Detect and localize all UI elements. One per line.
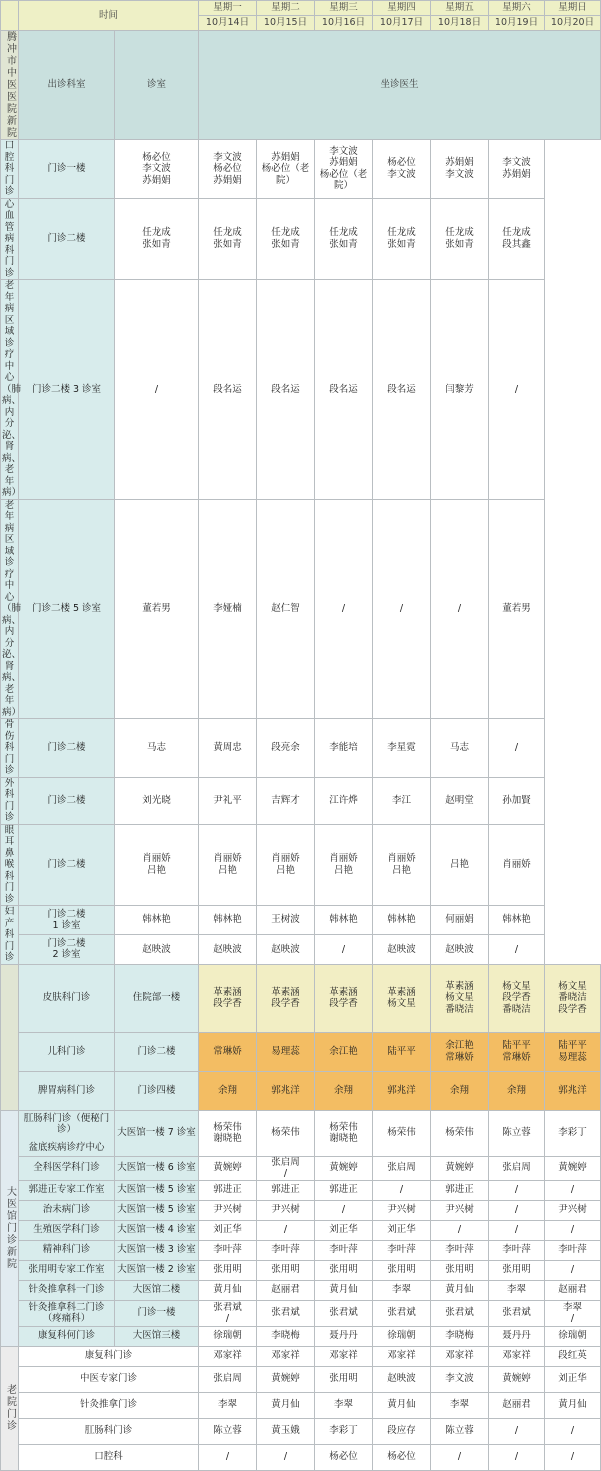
table-row <box>1 824 601 906</box>
doctor-cell: 赵明堂 <box>431 777 489 824</box>
doctor-cell: / <box>257 1220 315 1240</box>
doctor-cell: 尹兴树 <box>199 1200 257 1220</box>
doctor-cell: 张用明 <box>315 1366 373 1392</box>
day-name: 星期五 <box>431 1 489 16</box>
doctor-cell: 郭进正 <box>315 1180 373 1200</box>
doctor-cell: / <box>431 1220 489 1240</box>
doctor-cell: 郭进正 <box>257 1180 315 1200</box>
doctor-cell: / <box>373 499 431 719</box>
doctor-cell: 赵映波 <box>373 1366 431 1392</box>
doctor-cell: 徐瑞朝 <box>545 1326 601 1346</box>
dept-cell: 口腔科 <box>19 1444 199 1470</box>
doctor-cell: 邓家祥 <box>431 1346 489 1366</box>
table-row <box>1 1366 601 1392</box>
doctor-cell: 张君斌 <box>489 1300 545 1326</box>
doctor-cell: 董若男 <box>489 499 545 719</box>
doctor-cell: 黄月仙 <box>545 1392 601 1418</box>
doctor-cell: 段亮余 <box>257 719 315 778</box>
doctor-cell: 李彩丁 <box>315 1418 373 1444</box>
dept-cell: 针灸推拿门诊 <box>19 1392 199 1418</box>
room-cell: 门诊二楼 <box>19 198 115 280</box>
doctor-cell: 任龙成 张如青 <box>257 198 315 280</box>
doctor-cell: 郭兆洋 <box>373 1071 431 1110</box>
doctor-column-header: 坐诊医生 <box>199 31 601 140</box>
doctor-cell: 刘正华 <box>545 1366 601 1392</box>
doctor-cell: 段名运 <box>373 280 431 500</box>
doctor-cell: 吕艳 <box>431 824 489 906</box>
dept-name: 盆底疾病诊疗中心 <box>28 1141 105 1153</box>
room-cell: 门诊二楼 1 诊室 <box>19 906 115 935</box>
doctor-cell: / <box>115 280 199 500</box>
doctor-cell: 李娅楠 <box>199 499 257 719</box>
day-name: 星期六 <box>489 1 545 16</box>
room-cell: 大医馆一楼 2 诊室 <box>115 1260 199 1280</box>
doctor-cell: 张启周 <box>373 1156 431 1180</box>
doctor-cell: 李叶萍 <box>199 1240 257 1260</box>
doctor-cell: 革素涵 段学香 <box>257 964 315 1032</box>
doctor-cell: 郭兆洋 <box>545 1071 601 1110</box>
doctor-cell: 江许烨 <box>315 777 373 824</box>
day-name: 星期一 <box>199 1 257 16</box>
doctor-cell: 张用明 <box>199 1260 257 1280</box>
table-row <box>1 1032 601 1071</box>
table-row <box>1 280 601 500</box>
table-row <box>1 777 601 824</box>
doctor-cell: 李翠 <box>431 1392 489 1418</box>
doctor-cell: 赵丽君 <box>489 1392 545 1418</box>
doctor-cell: 聂丹丹 <box>315 1326 373 1346</box>
doctor-cell: 余江艳 常琳娇 <box>431 1032 489 1071</box>
table-row <box>1 719 601 778</box>
table-row <box>1 906 601 935</box>
doctor-cell: 段红英 <box>545 1346 601 1366</box>
doctor-cell: / <box>489 280 545 500</box>
doctor-cell: 任龙成 张如青 <box>431 198 489 280</box>
doctor-cell: 黄月仙 <box>431 1280 489 1300</box>
doctor-cell: 杨必位 李文波 <box>373 140 431 199</box>
doctor-cell: 段名运 <box>199 280 257 500</box>
doctor-cell: 赵映波 <box>373 935 431 964</box>
doctor-cell: / <box>199 1444 257 1470</box>
doctor-cell: 尹兴树 <box>373 1200 431 1220</box>
doctor-cell: 闫黎芳 <box>431 280 489 500</box>
table-row <box>1 1240 601 1260</box>
doctor-cell: 余翔 <box>315 1071 373 1110</box>
day-name: 星期四 <box>373 1 431 16</box>
doctor-cell: 张君斌 / <box>199 1300 257 1326</box>
doctor-cell: 李翠 <box>373 1280 431 1300</box>
doctor-cell: / <box>257 1444 315 1470</box>
doctor-cell: 张用明 <box>373 1260 431 1280</box>
doctor-cell: 李晓梅 <box>257 1326 315 1346</box>
doctor-cell: 李晓梅 <box>431 1326 489 1346</box>
room-cell: 门诊二楼 <box>19 777 115 824</box>
doctor-cell: 李翠 <box>489 1280 545 1300</box>
doctor-cell: 邓家祥 <box>489 1346 545 1366</box>
dept-cell: 老年病区域诊疗中心（肺病、内分泌、肾病、老年病） <box>2 280 22 498</box>
doctor-cell: 马志 <box>115 719 199 778</box>
doctor-cell: 黄月仙 <box>373 1392 431 1418</box>
doctor-cell: / <box>489 1180 545 1200</box>
dept-cell: 老年病区域诊疗中心（肺病、内分泌、肾病、老年病） <box>2 499 22 718</box>
doctor-cell: 李文波 杨必位 苏娟娟 <box>199 140 257 199</box>
table-row <box>1 1180 601 1200</box>
doctor-cell: 杨文星 番晓洁 段学香 <box>545 964 601 1032</box>
doctor-cell: / <box>315 1200 373 1220</box>
doctor-cell: 杨必位 <box>373 1444 431 1470</box>
table-row <box>1 1220 601 1240</box>
dept-cell: 中医专家门诊 <box>19 1366 199 1392</box>
dept-cell: 口腔科门诊 <box>1 140 19 199</box>
doctor-cell: 李叶萍 <box>373 1240 431 1260</box>
dept-cell: 皮肤科门诊 <box>19 964 115 1032</box>
doctor-cell: 黄月仙 <box>315 1280 373 1300</box>
table-row <box>1 1392 601 1418</box>
dept-cell: 儿科门诊 <box>19 1032 115 1071</box>
doctor-cell: 黄婉婷 <box>545 1156 601 1180</box>
doctor-cell: 尹礼平 <box>199 777 257 824</box>
doctor-cell: 李叶萍 <box>431 1240 489 1260</box>
doctor-cell: 张启周 <box>489 1156 545 1180</box>
doctor-cell: 赵映波 <box>199 935 257 964</box>
room-cell: 门诊二楼 <box>115 1032 199 1071</box>
doctor-cell: / <box>315 935 373 964</box>
doctor-cell: 黄婉婷 <box>431 1156 489 1180</box>
doctor-cell: 杨荣伟 <box>431 1110 489 1156</box>
doctor-cell: 张用明 <box>315 1260 373 1280</box>
table-row <box>1 140 601 199</box>
room-cell: 门诊二楼 5 诊室 <box>19 499 115 719</box>
dept-cell: 精神科门诊 <box>19 1240 115 1260</box>
room-cell: 门诊四楼 <box>115 1071 199 1110</box>
room-cell: 大医馆二楼 <box>115 1280 199 1300</box>
table-row <box>1 1280 601 1300</box>
doctor-cell: / <box>489 719 545 778</box>
doctor-cell: 李文波 <box>431 1366 489 1392</box>
doctor-cell: 杨文星 段学香 番晓洁 <box>489 964 545 1032</box>
dept-column-header: 出诊科室 <box>19 31 115 140</box>
doctor-cell: / <box>545 1444 601 1470</box>
doctor-cell: 刘正华 <box>373 1220 431 1240</box>
doctor-cell: / <box>545 1260 601 1280</box>
room-cell: 大医馆一楼 6 诊室 <box>115 1156 199 1180</box>
doctor-cell: 陆平平 常琳娇 <box>489 1032 545 1071</box>
doctor-cell: 杨荣伟 <box>257 1110 315 1156</box>
day-date: 10月20日 <box>545 16 601 31</box>
table-row <box>1 1444 601 1470</box>
room-cell: 门诊二楼 3 诊室 <box>19 280 115 500</box>
room-cell: 大医馆一楼 3 诊室 <box>115 1240 199 1260</box>
doctor-cell: 邓家祥 <box>199 1346 257 1366</box>
section-laoyuan-label: 老院门诊 <box>1 1346 19 1470</box>
day-date: 10月17日 <box>373 16 431 31</box>
doctor-cell: / <box>545 1220 601 1240</box>
doctor-cell: 陆平平 <box>373 1032 431 1071</box>
doctor-cell: 李江 <box>373 777 431 824</box>
doctor-cell: 易理蕊 <box>257 1032 315 1071</box>
doctor-cell: 赵映波 <box>431 935 489 964</box>
dept-cell: 针灸推拿科一门诊 <box>19 1280 115 1300</box>
doctor-cell: 杨必位 <box>315 1444 373 1470</box>
table-row <box>1 935 601 964</box>
doctor-cell: 革素涵 杨文星 番晓洁 <box>431 964 489 1032</box>
dept-name: 肛肠科门诊（便秘门诊） <box>23 1112 110 1136</box>
day-date: 10月16日 <box>315 16 373 31</box>
doctor-cell: / <box>545 1418 601 1444</box>
section-xinyuan-label: 腾冲市中医医院新院 <box>1 31 19 140</box>
dept-cell: 骨伤科门诊 <box>1 719 19 778</box>
doctor-cell: 张君斌 <box>373 1300 431 1326</box>
doctor-cell: 邓家祥 <box>315 1346 373 1366</box>
room-cell: 门诊一楼 <box>115 1300 199 1326</box>
day-name: 星期日 <box>545 1 601 16</box>
doctor-cell: 李星霓 <box>373 719 431 778</box>
doctor-cell: 黄婉婷 <box>489 1366 545 1392</box>
dept-cell: 全科医学科门诊 <box>19 1156 115 1180</box>
doctor-cell: 黄婉婷 <box>199 1156 257 1180</box>
doctor-cell: 李叶萍 <box>545 1240 601 1260</box>
table-row <box>1 1300 601 1326</box>
doctor-cell: 段名运 <box>315 280 373 500</box>
doctor-cell: 任龙成 张如青 <box>199 198 257 280</box>
doctor-cell: 张用明 <box>489 1260 545 1280</box>
table-row <box>1 964 601 1032</box>
doctor-cell: 李翠 <box>199 1392 257 1418</box>
doctor-cell: 张用明 <box>257 1260 315 1280</box>
doctor-cell: 黄玉娥 <box>257 1418 315 1444</box>
doctor-cell: 革素涵 段学香 <box>315 964 373 1032</box>
doctor-cell: 邓家祥 <box>257 1346 315 1366</box>
table-row <box>1 198 601 280</box>
table-row <box>1 1326 601 1346</box>
dept-cell: 康复科何门诊 <box>19 1326 115 1346</box>
day-name: 星期三 <box>315 1 373 16</box>
doctor-cell: 刘正华 <box>315 1220 373 1240</box>
doctor-cell: 陈立蓉 <box>489 1110 545 1156</box>
room-cell: 大医馆一楼 5 诊室 <box>115 1180 199 1200</box>
room-cell: 门诊二楼 <box>19 719 115 778</box>
doctor-cell: 黄婉婷 <box>315 1156 373 1180</box>
doctor-cell: 黄月仙 <box>199 1280 257 1300</box>
doctor-cell: 张启周 <box>199 1366 257 1392</box>
table-row <box>1 1260 601 1280</box>
day-date: 10月19日 <box>489 16 545 31</box>
doctor-cell: 邓家祥 <box>373 1346 431 1366</box>
doctor-cell: 张启周 / <box>257 1156 315 1180</box>
doctor-cell: 杨荣伟 谢晓艳 <box>315 1110 373 1156</box>
dept-cell: 肛肠科门诊 <box>19 1418 199 1444</box>
doctor-cell: 任龙成 张如青 <box>315 198 373 280</box>
dept-cell: 外科门诊 <box>1 777 19 824</box>
doctor-cell: 刘正华 <box>199 1220 257 1240</box>
doctor-cell: 余翔 <box>489 1071 545 1110</box>
doctor-cell: 李彩丁 <box>545 1110 601 1156</box>
doctor-cell: 陈立蓉 <box>431 1418 489 1444</box>
doctor-cell: / <box>545 1180 601 1200</box>
doctor-cell: / <box>489 935 545 964</box>
doctor-cell: 李叶萍 <box>315 1240 373 1260</box>
doctor-cell: 尹兴树 <box>431 1200 489 1220</box>
table-row <box>1 1156 601 1180</box>
doctor-cell: 郭进正 <box>199 1180 257 1200</box>
table-row <box>1 499 601 719</box>
doctor-cell: 苏娟娟 李文波 <box>431 140 489 199</box>
doctor-cell: 肖丽娇 吕艳 <box>257 824 315 906</box>
doctor-cell: 余翔 <box>199 1071 257 1110</box>
room-cell: 大医馆一楼 4 诊室 <box>115 1220 199 1240</box>
doctor-cell: 郭进正 <box>431 1180 489 1200</box>
doctor-cell: 聂丹丹 <box>489 1326 545 1346</box>
day-date: 10月18日 <box>431 16 489 31</box>
doctor-cell: 尹兴树 <box>545 1200 601 1220</box>
doctor-cell: / <box>431 499 489 719</box>
doctor-cell: 刘光晓 <box>115 777 199 824</box>
doctor-cell: 徐瑞朝 <box>373 1326 431 1346</box>
doctor-cell: 王树波 <box>257 906 315 935</box>
doctor-cell: 陈立蓉 <box>199 1418 257 1444</box>
table-row <box>1 1346 601 1366</box>
doctor-cell: 张君斌 <box>431 1300 489 1326</box>
doctor-cell: 黄周忠 <box>199 719 257 778</box>
doctor-cell: / <box>489 1200 545 1220</box>
dept-cell: 康复科门诊 <box>19 1346 199 1366</box>
doctor-cell: 肖丽娇 吕艳 <box>315 824 373 906</box>
doctor-cell: 韩林艳 <box>489 906 545 935</box>
day-date: 10月14日 <box>199 16 257 31</box>
table-row <box>1 1071 601 1110</box>
doctor-cell: 李翠 / <box>545 1300 601 1326</box>
doctor-cell: 马志 <box>431 719 489 778</box>
doctor-cell: 赵丽君 <box>545 1280 601 1300</box>
room-column-header: 诊室 <box>115 31 199 140</box>
dept-cell: 张用明专家工作室 <box>19 1260 115 1280</box>
dept-cell: 郭进正专家工作室 <box>19 1180 115 1200</box>
doctor-cell: / <box>489 1444 545 1470</box>
doctor-cell: 任龙成 张如青 <box>115 198 199 280</box>
doctor-cell: 张君斌 <box>315 1300 373 1326</box>
table-row <box>1 1200 601 1220</box>
doctor-cell: 张君斌 <box>257 1300 315 1326</box>
doctor-cell: 革素涵 杨文星 <box>373 964 431 1032</box>
room-cell: 大医馆一楼 5 诊室 <box>115 1200 199 1220</box>
doctor-cell: 韩林艳 <box>373 906 431 935</box>
doctor-cell: 赵仁智 <box>257 499 315 719</box>
doctor-cell: 肖丽娇 吕艳 <box>373 824 431 906</box>
dept-cell: 心血管病科门诊 <box>1 198 19 280</box>
corner-cell <box>1 1 19 31</box>
doctor-cell: 余翔 <box>431 1071 489 1110</box>
doctor-cell: 黄月仙 <box>257 1392 315 1418</box>
doctor-cell: 董若男 <box>115 499 199 719</box>
table-row <box>1 1110 601 1136</box>
doctor-cell: 赵丽君 <box>257 1280 315 1300</box>
doctor-cell: 常琳娇 <box>199 1032 257 1071</box>
dept-cell: 妇产科门诊 <box>1 906 19 965</box>
doctor-cell: 肖丽娇 吕艳 <box>115 824 199 906</box>
doctor-cell: 吉辉才 <box>257 777 315 824</box>
room-cell: 门诊一楼 <box>19 140 115 199</box>
doctor-cell: 段名运 <box>257 280 315 500</box>
doctor-cell: / <box>431 1444 489 1470</box>
doctor-cell: / <box>315 499 373 719</box>
doctor-cell: 苏娟娟 杨必位（老院） <box>257 140 315 199</box>
doctor-cell: 赵映波 <box>115 935 199 964</box>
doctor-cell: 韩林艳 <box>199 906 257 935</box>
doctor-cell: 李能培 <box>315 719 373 778</box>
doctor-cell: 余江艳 <box>315 1032 373 1071</box>
doctor-cell: 任龙成 段其鑫 <box>489 198 545 280</box>
table-row <box>1 1418 601 1444</box>
doctor-cell: 杨荣伟 谢晓艳 <box>199 1110 257 1156</box>
doctor-cell: 任龙成 张如青 <box>373 198 431 280</box>
doctor-cell: 赵映波 <box>257 935 315 964</box>
doctor-cell: 肖丽娇 <box>489 824 545 906</box>
doctor-cell: 李叶萍 <box>257 1240 315 1260</box>
doctor-cell: 李文波 苏娟娟 <box>489 140 545 199</box>
doctor-cell: / <box>489 1418 545 1444</box>
doctor-cell: 肖丽娇 吕艳 <box>199 824 257 906</box>
doctor-cell: / <box>489 1220 545 1240</box>
dept-cell: 眼耳鼻喉科门诊 <box>1 824 19 906</box>
room-cell: 大医馆一楼 7 诊室 <box>115 1110 199 1156</box>
doctor-cell: 韩林艳 <box>315 906 373 935</box>
doctor-cell: 革素涵 段学香 <box>199 964 257 1032</box>
doctor-cell: 陆平平 易理蕊 <box>545 1032 601 1071</box>
doctor-cell: 李文波 苏娟娟 杨必位（老院） <box>315 140 373 199</box>
dept-cell: 生殖医学科门诊 <box>19 1220 115 1240</box>
doctor-cell: 尹兴树 <box>257 1200 315 1220</box>
doctor-cell: 李翠 <box>315 1392 373 1418</box>
dept-cell: 治未病门诊 <box>19 1200 115 1220</box>
doctor-cell: 黄婉婷 <box>257 1366 315 1392</box>
dept-cell: 脾胃病科门诊 <box>19 1071 115 1110</box>
room-cell: 门诊二楼 <box>19 824 115 906</box>
doctor-cell: 段应存 <box>373 1418 431 1444</box>
doctor-cell: 杨荣伟 <box>373 1110 431 1156</box>
room-cell: 门诊二楼 2 诊室 <box>19 935 115 964</box>
doctor-cell: / <box>373 1180 431 1200</box>
room-cell: 住院部一楼 <box>115 964 199 1032</box>
doctor-cell: 张用明 <box>431 1260 489 1280</box>
section-dayiguan-label: 大医馆门诊新院 <box>1 1110 19 1346</box>
dept-cell <box>19 1110 115 1156</box>
section-xinyuan-continuation <box>1 964 19 1110</box>
doctor-cell: 韩林艳 <box>115 906 199 935</box>
dept-cell: 针灸推拿科二门诊（疼痛科） <box>19 1300 115 1326</box>
day-date: 10月15日 <box>257 16 315 31</box>
doctor-cell: 何丽娟 <box>431 906 489 935</box>
doctor-cell: 孙加賢 <box>489 777 545 824</box>
day-name: 星期二 <box>257 1 315 16</box>
doctor-cell: 郭兆洋 <box>257 1071 315 1110</box>
doctor-cell: 李叶萍 <box>489 1240 545 1260</box>
doctor-cell: 徐瑞朝 <box>199 1326 257 1346</box>
room-cell: 大医馆三楼 <box>115 1326 199 1346</box>
time-header: 时间 <box>19 1 199 31</box>
doctor-cell: 杨必位 李文波 苏娟娟 <box>115 140 199 199</box>
